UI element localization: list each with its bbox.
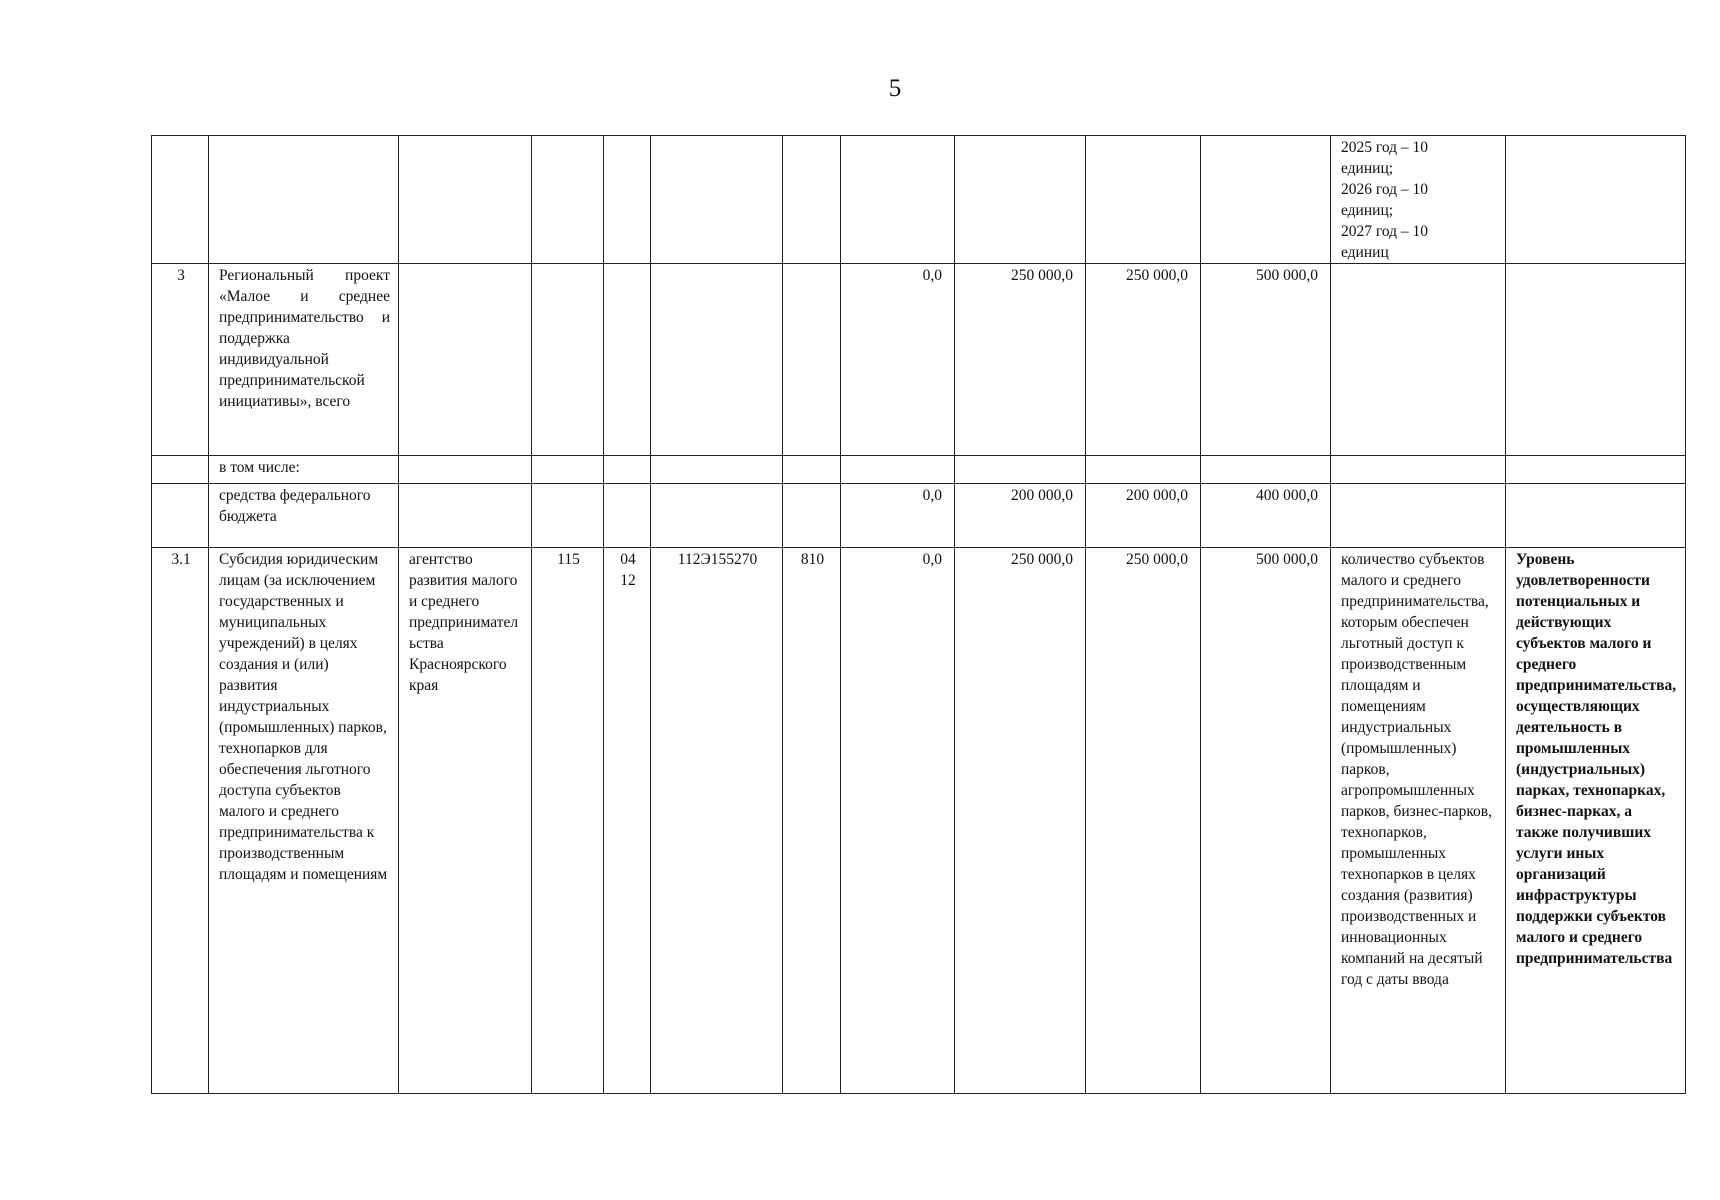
table-row-federal xyxy=(152,484,1686,548)
cell-empty xyxy=(783,264,841,456)
project-name: Региональный проект «Малое и среднее предпринимательство и поддержка индивидуальной предпринимательской инициативы», всего xyxy=(209,264,399,456)
cell-empty xyxy=(604,484,651,548)
cell-empty xyxy=(399,136,532,264)
cell-empty xyxy=(841,456,955,484)
indicator-cell: количество субъектов малого и среднего предпринимательства, которым обеспечен льготный доступ к производственным площадям и помещениям индустриальных (промышленных) парков, агропромышленных парков, бизнес-парков, технопарков, промышленных технопарков в целях создания (развития) производственных и инновационных компаний на десятый год с даты ввода xyxy=(1331,548,1506,1094)
cell-empty xyxy=(209,136,399,264)
cell-empty xyxy=(1086,456,1201,484)
cell-empty xyxy=(152,484,209,548)
cell-empty xyxy=(651,136,783,264)
cell-empty xyxy=(783,484,841,548)
amount-2026: 250 000,0 xyxy=(1086,548,1201,1094)
cell-empty xyxy=(604,456,651,484)
table-row-continuation xyxy=(152,136,1686,264)
cell-empty xyxy=(1201,456,1331,484)
amount-total: 400 000,0 xyxy=(1201,484,1331,548)
amount-total: 500 000,0 xyxy=(1201,548,1331,1094)
amount-2025: 250 000,0 xyxy=(955,264,1086,456)
table-row-including xyxy=(152,456,1686,484)
row-number: 3 xyxy=(152,264,209,456)
amount-2024: 0,0 xyxy=(841,548,955,1094)
table-row-project-3 xyxy=(152,264,1686,456)
table-row-item-3-1 xyxy=(152,548,1686,1094)
cell-empty xyxy=(651,264,783,456)
executor: агентство развития малого и среднего предпринимательства Красноярского края xyxy=(399,548,532,1094)
cell-empty xyxy=(1506,264,1686,456)
cell-empty xyxy=(399,456,532,484)
result-cell: Уровень удовлетворенности потенциальных и действующих субъектов малого и среднего предпринимательства, осуществляющих деятельность в промышленных (индустриальных) парках, технопарках, бизнес-парках, а также получивших услуги иных организаций инфраструктуры поддержки субъектов малого и среднего предпринимательства xyxy=(1506,548,1686,1094)
amount-2026: 250 000,0 xyxy=(1086,264,1201,456)
cell-empty xyxy=(955,136,1086,264)
cell-empty xyxy=(783,136,841,264)
amount-2024: 0,0 xyxy=(841,484,955,548)
csr-code: 112Э155270 xyxy=(651,548,783,1094)
cell-empty xyxy=(1086,136,1201,264)
cell-empty xyxy=(604,136,651,264)
including-label: в том числе: xyxy=(209,456,399,484)
row-number: 3.1 xyxy=(152,548,209,1094)
cell-empty xyxy=(1331,456,1506,484)
budget-table xyxy=(151,135,1686,1094)
indicator-cell: 2025 год – 10 единиц; 2026 год – 10 единиц; 2027 год – 10 единиц xyxy=(1331,136,1506,264)
page-number: 5 xyxy=(888,75,902,102)
cell-empty xyxy=(651,484,783,548)
cell-empty xyxy=(532,484,604,548)
cell-empty xyxy=(783,456,841,484)
cell-empty xyxy=(399,264,532,456)
cell-empty xyxy=(955,456,1086,484)
federal-label: средства федерального бюджета xyxy=(209,484,399,548)
grbs-code: 115 xyxy=(532,548,604,1094)
rzpr-code: 04 12 xyxy=(604,548,651,1094)
amount-2026: 200 000,0 xyxy=(1086,484,1201,548)
amount-2025: 250 000,0 xyxy=(955,548,1086,1094)
cell-empty xyxy=(1506,456,1686,484)
cell-empty xyxy=(651,456,783,484)
cell-empty xyxy=(1506,136,1686,264)
cell-empty xyxy=(399,484,532,548)
cell-empty xyxy=(532,264,604,456)
cell-empty xyxy=(1506,484,1686,548)
amount-2025: 200 000,0 xyxy=(955,484,1086,548)
cell-empty xyxy=(532,456,604,484)
cell-empty xyxy=(604,264,651,456)
amount-total: 500 000,0 xyxy=(1201,264,1331,456)
vr-code: 810 xyxy=(783,548,841,1094)
cell-empty xyxy=(152,456,209,484)
cell-empty xyxy=(1201,136,1331,264)
measure-name: Субсидия юридическим лицам (за исключением государственных и муниципальных учреждений) в целях создания и (или) развития индустриальных (промышленных) парков, технопарков для обеспечения льготного доступа субъектов малого и среднего предпринимательства к производственным площадям и помещениям xyxy=(209,548,399,1094)
amount-2024: 0,0 xyxy=(841,264,955,456)
cell-empty xyxy=(152,136,209,264)
cell-empty xyxy=(532,136,604,264)
cell-empty xyxy=(841,136,955,264)
cell-empty xyxy=(1331,484,1506,548)
cell-empty xyxy=(1331,264,1506,456)
